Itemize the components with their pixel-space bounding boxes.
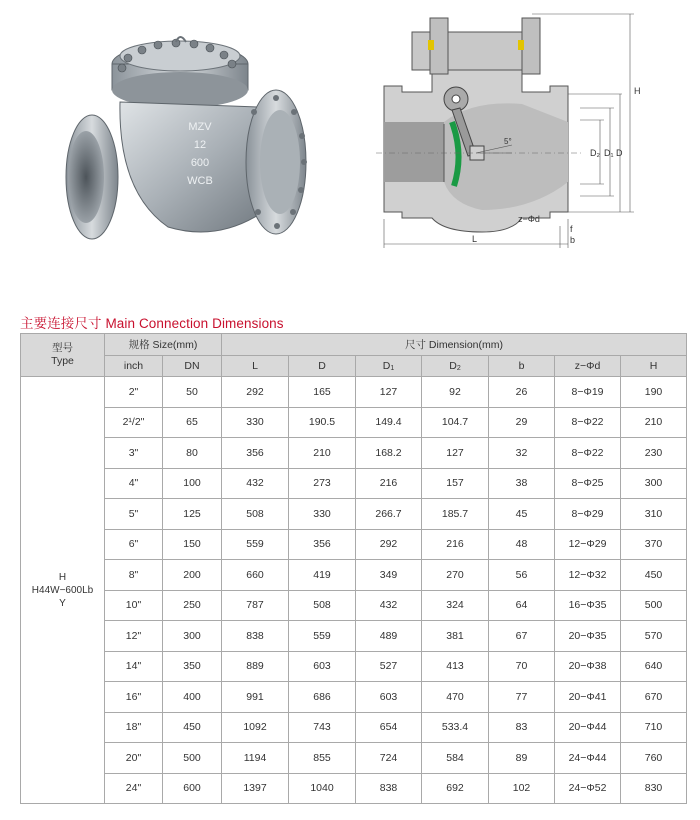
cell-l: 330: [222, 407, 289, 438]
cell-dn: 450: [163, 712, 222, 743]
dimensions-table-body: [21, 377, 687, 804]
cell-inch: 3": [105, 438, 163, 469]
dimensions-table: [20, 333, 687, 804]
cell-inch: 5": [105, 499, 163, 530]
cell-d2: 533.4: [422, 712, 489, 743]
cell-d2: 413: [422, 651, 489, 682]
header-type-en: Type: [51, 355, 74, 367]
cell-d: 508: [289, 590, 356, 621]
cell-zphid: 24−Φ52: [555, 773, 621, 804]
cell-d: 210: [289, 438, 356, 469]
header-d: D: [289, 356, 356, 377]
cast-mark-brand: MZV: [188, 121, 212, 133]
cell-d: 686: [289, 682, 356, 713]
header-d2-sub: 2: [456, 365, 461, 372]
cell-inch: 24": [105, 773, 163, 804]
cell-dn: 65: [163, 407, 222, 438]
cell-inch: 2": [105, 377, 163, 408]
cell-inch: 20": [105, 743, 163, 774]
cell-inch: 12": [105, 621, 163, 652]
header-b: b: [489, 356, 555, 377]
cell-h: 830: [621, 773, 687, 804]
dim-label-d1: D₁: [604, 148, 614, 158]
header-size-group: 规格 Size(mm): [105, 334, 222, 356]
cell-d2: 324: [422, 590, 489, 621]
cell-d1: 489: [356, 621, 422, 652]
cell-inch: 4": [105, 468, 163, 499]
table-row: [21, 743, 687, 774]
cell-d2: 216: [422, 529, 489, 560]
table-row: [21, 438, 687, 469]
cell-inch: 16": [105, 682, 163, 713]
header-d2: [422, 356, 489, 377]
cell-inch: 18": [105, 712, 163, 743]
cell-h: 710: [621, 712, 687, 743]
header-l: L: [222, 356, 289, 377]
cell-l: 432: [222, 468, 289, 499]
cell-zphid: 8−Φ19: [555, 377, 621, 408]
table-row: [21, 773, 687, 804]
cell-zphid: 8−Φ25: [555, 468, 621, 499]
cell-b: 45: [489, 499, 555, 530]
cell-inch: 2¹/2": [105, 407, 163, 438]
cell-d2: 270: [422, 560, 489, 591]
cell-d1: 838: [356, 773, 422, 804]
cell-h: 570: [621, 621, 687, 652]
cell-h: 760: [621, 743, 687, 774]
cell-d1: 603: [356, 682, 422, 713]
cell-d2: 157: [422, 468, 489, 499]
table-row: [21, 621, 687, 652]
dim-label-h: H: [634, 86, 641, 96]
cell-zphid: 20−Φ41: [555, 682, 621, 713]
header-type-cn: 型号: [52, 342, 73, 354]
cell-dn: 500: [163, 743, 222, 774]
cell-l: 1194: [222, 743, 289, 774]
header-d2-letter: D: [449, 360, 457, 372]
cell-h: 230: [621, 438, 687, 469]
cell-dn: 250: [163, 590, 222, 621]
cell-l: 292: [222, 377, 289, 408]
header-h: H: [621, 356, 687, 377]
cell-d: 855: [289, 743, 356, 774]
cell-l: 508: [222, 499, 289, 530]
cell-d: 190.5: [289, 407, 356, 438]
dim-label-d2: D₂: [590, 148, 600, 158]
header-d1: [356, 356, 422, 377]
cell-dn: 600: [163, 773, 222, 804]
cell-inch: 6": [105, 529, 163, 560]
cell-b: 83: [489, 712, 555, 743]
cell-dn: 100: [163, 468, 222, 499]
cell-d2: 584: [422, 743, 489, 774]
cell-l: 889: [222, 651, 289, 682]
cell-d2: 127: [422, 438, 489, 469]
dim-label-l: L: [472, 234, 478, 244]
cast-mark-material: WCB: [187, 175, 213, 187]
table-row: [21, 682, 687, 713]
cell-zphid: 20−Φ44: [555, 712, 621, 743]
cell-h: 500: [621, 590, 687, 621]
cell-l: 356: [222, 438, 289, 469]
model-cell: [21, 377, 105, 804]
cell-dn: 150: [163, 529, 222, 560]
cell-dn: 300: [163, 621, 222, 652]
cell-b: 102: [489, 773, 555, 804]
cell-b: 64: [489, 590, 555, 621]
table-row: [21, 407, 687, 438]
cell-d1: 432: [356, 590, 422, 621]
cell-b: 32: [489, 438, 555, 469]
cell-d1: 149.4: [356, 407, 422, 438]
cell-b: 48: [489, 529, 555, 560]
table-row: [21, 529, 687, 560]
valve-section-drawing: [372, 4, 692, 264]
valve-photo: [58, 12, 330, 258]
cell-d: 743: [289, 712, 356, 743]
cell-inch: 10": [105, 590, 163, 621]
dim-label-zphid: z−Φd: [518, 214, 540, 224]
cell-h: 210: [621, 407, 687, 438]
cell-l: 991: [222, 682, 289, 713]
header-d1-sub: 1: [390, 365, 395, 372]
cell-d: 603: [289, 651, 356, 682]
cast-mark-class: 600: [190, 157, 210, 169]
cell-zphid: 8−Φ22: [555, 438, 621, 469]
cell-zphid: 20−Φ38: [555, 651, 621, 682]
cell-dn: 125: [163, 499, 222, 530]
model-top: H: [58, 571, 67, 583]
cell-d1: 168.2: [356, 438, 422, 469]
cell-h: 300: [621, 468, 687, 499]
cell-zphid: 12−Φ29: [555, 529, 621, 560]
cell-d: 419: [289, 560, 356, 591]
model-main: H44W−600Lb: [31, 584, 94, 596]
dim-label-angle: 5°: [504, 137, 512, 146]
cell-d2: 692: [422, 773, 489, 804]
cell-d2: 381: [422, 621, 489, 652]
cell-h: 310: [621, 499, 687, 530]
cell-d: 165: [289, 377, 356, 408]
cell-d2: 104.7: [422, 407, 489, 438]
cell-d2: 185.7: [422, 499, 489, 530]
cell-b: 77: [489, 682, 555, 713]
cell-h: 450: [621, 560, 687, 591]
cast-mark-size: 12: [193, 139, 207, 151]
cell-d2: 92: [422, 377, 489, 408]
cell-d1: 654: [356, 712, 422, 743]
cell-dn: 80: [163, 438, 222, 469]
dim-label-d: D: [616, 148, 623, 158]
cell-d: 1040: [289, 773, 356, 804]
cell-h: 670: [621, 682, 687, 713]
cell-d1: 266.7: [356, 499, 422, 530]
cell-b: 26: [489, 377, 555, 408]
cell-d1: 216: [356, 468, 422, 499]
cell-dn: 400: [163, 682, 222, 713]
table-row: [21, 590, 687, 621]
cell-inch: 14": [105, 651, 163, 682]
table-row: [21, 651, 687, 682]
cell-h: 370: [621, 529, 687, 560]
cell-l: 1092: [222, 712, 289, 743]
cell-d1: 292: [356, 529, 422, 560]
header-inch: inch: [105, 356, 163, 377]
table-row: [21, 468, 687, 499]
header-type: [21, 334, 105, 377]
dim-label-f: f: [570, 224, 573, 234]
cell-zphid: 24−Φ44: [555, 743, 621, 774]
cell-b: 67: [489, 621, 555, 652]
cell-d1: 724: [356, 743, 422, 774]
cell-dn: 50: [163, 377, 222, 408]
table-row: [21, 377, 687, 408]
cell-zphid: 8−Φ29: [555, 499, 621, 530]
cell-h: 190: [621, 377, 687, 408]
cell-zphid: 16−Φ35: [555, 590, 621, 621]
cell-l: 1397: [222, 773, 289, 804]
cell-dn: 200: [163, 560, 222, 591]
cell-d1: 127: [356, 377, 422, 408]
table-row: [21, 499, 687, 530]
header-dn: DN: [163, 356, 222, 377]
header-zphid: z−Φd: [555, 356, 621, 377]
model-bottom: Y: [59, 597, 66, 609]
cell-d: 559: [289, 621, 356, 652]
cell-d1: 527: [356, 651, 422, 682]
cell-d1: 349: [356, 560, 422, 591]
cell-d: 273: [289, 468, 356, 499]
table-row: [21, 560, 687, 591]
cell-l: 559: [222, 529, 289, 560]
cell-d: 356: [289, 529, 356, 560]
dim-label-b: b: [570, 235, 576, 245]
cell-d2: 470: [422, 682, 489, 713]
cell-b: 56: [489, 560, 555, 591]
cell-b: 38: [489, 468, 555, 499]
cell-zphid: 8−Φ22: [555, 407, 621, 438]
cell-zphid: 20−Φ35: [555, 621, 621, 652]
cell-b: 70: [489, 651, 555, 682]
cell-b: 89: [489, 743, 555, 774]
header-d1-letter: D: [382, 360, 391, 372]
cell-zphid: 12−Φ32: [555, 560, 621, 591]
header-dimension-group: 尺寸 Dimension(mm): [222, 334, 687, 356]
cell-h: 640: [621, 651, 687, 682]
cell-l: 660: [222, 560, 289, 591]
table-row: [21, 712, 687, 743]
cell-l: 838: [222, 621, 289, 652]
section-title: 主要连接尺寸 Main Connection Dimensions: [20, 316, 284, 331]
cell-d: 330: [289, 499, 356, 530]
cell-dn: 350: [163, 651, 222, 682]
cell-inch: 8": [105, 560, 163, 591]
cell-b: 29: [489, 407, 555, 438]
cell-l: 787: [222, 590, 289, 621]
